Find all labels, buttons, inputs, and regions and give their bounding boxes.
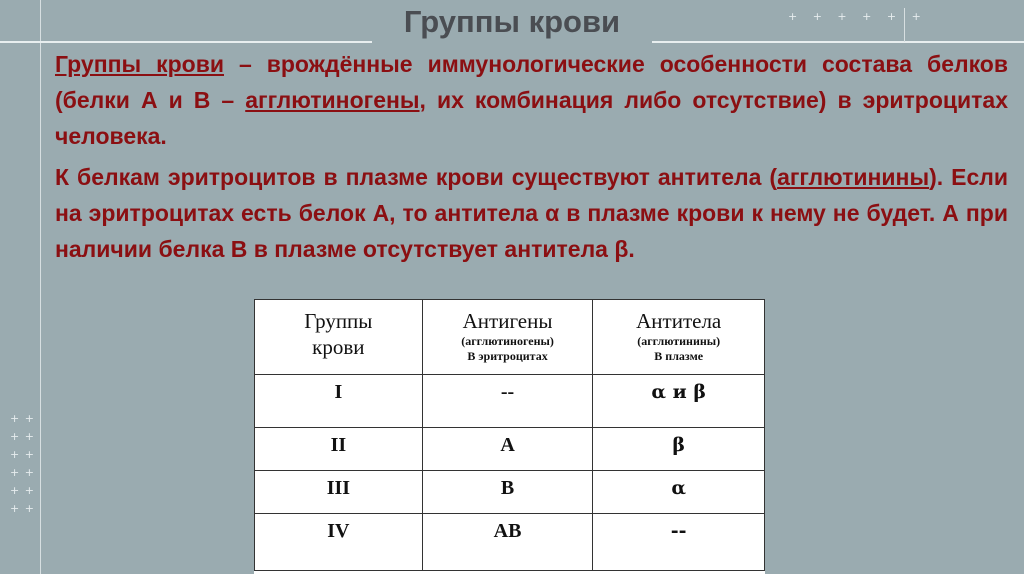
- slide-title: Группы крови: [403, 4, 621, 39]
- paragraph-text: , их комбинация либо отсутствие) в эритроцитах человека.: [55, 87, 1008, 149]
- decor-plus-column: [10, 410, 35, 518]
- table-header-row: [255, 300, 765, 375]
- header-antigens: Антигены (агглютиногены) В эритроцитах: [422, 300, 593, 375]
- cell-antibodies: --: [593, 514, 765, 571]
- paragraph-text: – врождённые иммунологические особенности состава белков (белки А и В –: [55, 51, 1008, 113]
- decor-title-line-right: [652, 41, 1024, 43]
- cell-group: I: [255, 375, 423, 428]
- header-antibodies: Антитела (агглютинины) В плазме: [593, 300, 765, 375]
- decor-vertical-line: [40, 0, 41, 574]
- cell-antigens: B: [422, 471, 593, 514]
- decor-plus: + +: [10, 466, 35, 479]
- term-blood-groups: Группы крови: [55, 51, 224, 77]
- table-row: [255, 471, 765, 514]
- decor-plus: + +: [10, 430, 35, 443]
- cell-antigens: A: [422, 428, 593, 471]
- cell-antibodies: β: [593, 428, 765, 471]
- decor-title-line-left: [0, 41, 372, 43]
- term-agglutinins: агглютинины: [777, 164, 930, 190]
- decor-plus: + +: [10, 484, 35, 497]
- decor-plus-row: + + + + + +: [788, 10, 927, 23]
- cell-antigens: --: [422, 375, 593, 428]
- table-row: [255, 428, 765, 471]
- cell-antibodies: α: [593, 471, 765, 514]
- term-agglutinogens: агглютиногены: [245, 87, 420, 113]
- cell-antigens: AB: [422, 514, 593, 571]
- decor-plus: + +: [10, 412, 35, 425]
- blood-groups-table: [254, 299, 765, 574]
- table-row: [255, 375, 765, 428]
- cell-group: III: [255, 471, 423, 514]
- paragraph-definition: [55, 46, 1008, 154]
- cell-group: II: [255, 428, 423, 471]
- decor-plus: + +: [10, 502, 35, 515]
- cell-antibodies: α и β: [593, 375, 765, 428]
- header-blood-groups: Группы крови: [255, 300, 423, 375]
- paragraph-antibodies: [55, 159, 1008, 267]
- paragraph-text: К белкам эритроцитов в плазме крови существуют антитела (: [55, 164, 778, 190]
- decor-plus: + +: [10, 448, 35, 461]
- cell-group: IV: [255, 514, 423, 571]
- table-row: [255, 514, 765, 571]
- paragraph-text: ). Если на эритроцитах есть белок А, то антитела α в плазме крови к нему не будет. А при наличии белка В в плазме отсутствует антитела β.: [55, 164, 1008, 262]
